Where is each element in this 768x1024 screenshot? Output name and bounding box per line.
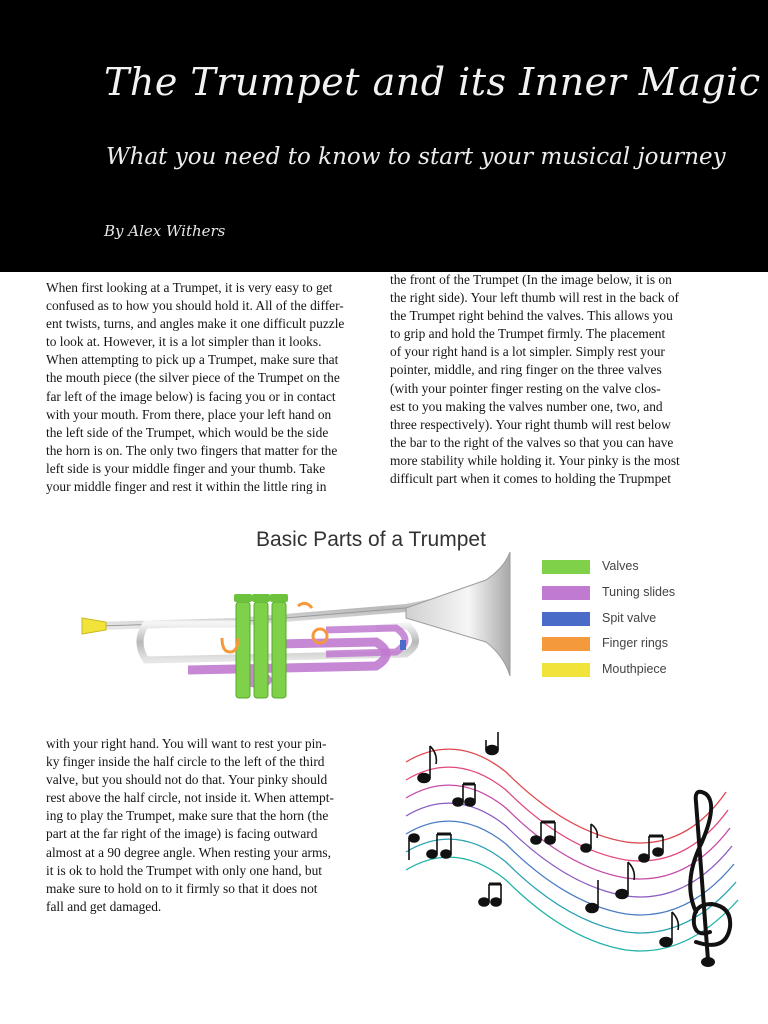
legend-label: Valves xyxy=(602,559,639,573)
text-line: to look at. However, it is a lot simpler than it looks. xyxy=(46,334,322,350)
bell xyxy=(406,552,510,676)
music-notes-illustration xyxy=(396,732,746,992)
text-line: ky finger inside the half circle to the left of the third xyxy=(46,754,325,770)
legend-swatch xyxy=(542,637,590,651)
legend-label: Tuning slides xyxy=(602,585,676,599)
text-line: pointer, middle, and ring finger on the three valves xyxy=(390,362,662,378)
text-line: the left side of the Trumpet, which would be the side xyxy=(46,424,329,440)
author-byline: By Alex Withers xyxy=(104,222,226,240)
clef-dot xyxy=(701,957,715,967)
text-line: it is ok to hold the Trumpet with only one hand, but xyxy=(46,862,322,878)
text-line: When first looking at a Trumpet, it is very easy to get xyxy=(46,280,333,295)
valve-cap xyxy=(234,594,252,602)
text-line: your middle finger and rest it within the little ring in xyxy=(46,479,327,495)
article-title: The Trumpet and its Inner Magic xyxy=(104,60,761,104)
text-line: left side is your middle finger and your thumb. Take xyxy=(46,460,326,476)
text-line: ent twists, turns, and angles make it one difficult puzzle xyxy=(46,316,345,332)
text-line: When attempting to pick up a Trumpet, make sure that xyxy=(46,352,339,368)
valve-two xyxy=(254,602,268,698)
valve-three xyxy=(272,602,286,698)
legend-label: Spit valve xyxy=(602,611,657,625)
text-line: with your right hand. You will want to rest your pin- xyxy=(46,736,327,751)
text-line: the Trumpet right behind the valves. This allows you xyxy=(390,308,673,324)
text-line: fall and get damaged. xyxy=(46,898,162,914)
text-line: rest above the half circle, not inside it. When attempt- xyxy=(46,790,334,806)
text-line: the mouth piece (the silver piece of the Trumpet on the xyxy=(46,370,340,386)
text-line: confused as to how you should hold it. All of the differ- xyxy=(46,298,344,314)
text-line: the front of the Trumpet (In the image below, it is on xyxy=(390,272,672,287)
trumpet-illustration xyxy=(76,542,516,712)
article-subtitle: What you need to know to start your musical journey xyxy=(106,144,726,170)
text-line: make sure to hold on to it firmly so that it does not xyxy=(46,880,318,896)
text-line: valve, but you should not do that. Your pinky should xyxy=(46,772,328,788)
text-line: of your right hand is a lot simpler. Simply rest your xyxy=(390,344,665,360)
text-line: the horn is on. The only two fingers that matter for the xyxy=(46,442,338,458)
text-line: to grip and hold the Trumpet firmly. The placement xyxy=(390,326,666,342)
legend-swatch xyxy=(542,560,590,574)
text-line: part at the far right of the image) is facing outward xyxy=(46,826,318,842)
trumpet-parts-figure xyxy=(76,522,696,712)
valve-cap xyxy=(252,594,270,602)
text-line: difficult part when it comes to holding the Trupmpet xyxy=(390,471,671,487)
article-column-3 xyxy=(46,735,364,916)
music-staff xyxy=(406,749,738,951)
figure-title: Basic Parts of a Trumpet xyxy=(256,528,486,551)
legend-swatch xyxy=(542,586,590,600)
text-line: almost at a 90 degree angle. When resting your arms, xyxy=(46,844,331,860)
valve-cap xyxy=(270,594,288,602)
finger-hook xyxy=(298,603,312,608)
legend-label: Mouthpiece xyxy=(602,662,667,676)
spit-valve xyxy=(400,640,406,650)
text-line: ing to play the Trumpet, make sure that the horn (the xyxy=(46,808,329,824)
valve-one xyxy=(236,602,250,698)
header-banner xyxy=(0,0,768,272)
legend-label: Finger rings xyxy=(602,636,668,650)
article-column-2 xyxy=(390,271,720,488)
text-line: with your mouth. From there, place your left hand on xyxy=(46,406,332,422)
legend-swatch xyxy=(542,663,590,677)
text-line: (with your pointer finger resting on the valve clos- xyxy=(390,380,661,396)
text-line: far left of the image below) is facing you or in contact xyxy=(46,388,336,404)
text-line: the bar to the right of the valves so that you can have xyxy=(390,434,674,450)
article-column-1 xyxy=(46,279,380,496)
text-line: more stability while holding it. Your pinky is the most xyxy=(390,452,680,468)
text-line: three respectively). Your right thumb will rest below xyxy=(390,416,671,432)
text-line: est to you making the valves number one, two, and xyxy=(390,398,663,414)
legend-swatch xyxy=(542,612,590,626)
mouthpiece xyxy=(82,618,106,634)
text-line: the right side). Your left thumb will rest in the back of xyxy=(390,290,679,306)
